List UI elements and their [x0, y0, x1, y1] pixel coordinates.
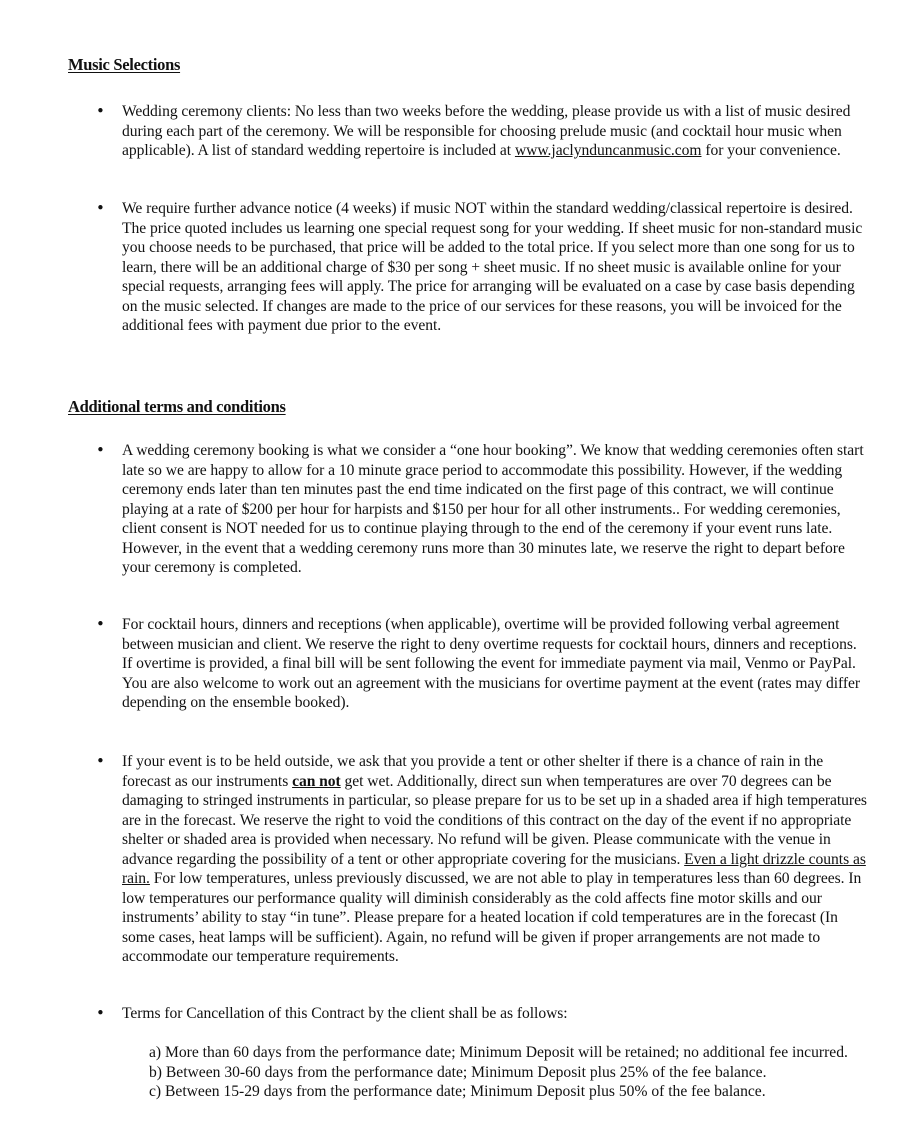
item-text-part: Wedding ceremony clients: No less than two weeks before the wedding, please provide us with a list of music desired during each part of the ceremony. We will be responsible for choosing prelude music (and cocktail hour music when applicable). A list of standard wedding repertoire is included at	[122, 103, 851, 159]
section-heading-additional-terms: Additional terms and conditions	[68, 397, 286, 416]
bullet-icon: •	[96, 615, 105, 633]
section-heading-music-selections: Music Selections	[68, 55, 181, 74]
list-item-text: A wedding ceremony booking is what we consider a “one hour booking”. We know that wedding ceremonies often start late so we are happy to allow for a 10 minute grace period to accommodate this possibility. However, if the wedding ceremony ends later than ten minutes past the end time indicated on the first page of this contract, we will continue playing at a rate of $200 per hour for harpists and $150 per hour for all other instruments.. For wedding ceremonies, client consent is NOT needed for us to continue playing through to the end of the ceremony if your event runs late. However, in the event that a wedding ceremony runs more than 30 minutes late, we reserve the right to depart before your ceremony is completed.	[122, 442, 864, 576]
list-item-text: We require further advance notice (4 weeks) if music NOT within the standard wedding/classical repertoire is desired. The price quoted includes us learning one special request song for your wedding. If sheet music for non-standard music you choose needs to be purchased, that price will be added to the total price. If you select more than one song for us to learn, there will be an additional charge of $30 per song + sheet music. If no sheet music is available online for your special requests, arranging fees will apply. The price for arranging will be evaluated on a case by case basis depending on the music selected. If changes are made to the price of our services for these reasons, you will be invoiced for the additional fees with payment due prior to the event.	[122, 200, 863, 334]
item-text-part: for your convenience.	[701, 142, 841, 159]
cancellation-terms-list	[149, 1043, 869, 1102]
underlined-drizzle-note: Even a light drizzle counts as rain.	[122, 850, 866, 887]
cancellation-term-b: b) Between 30-60 days from the performance date; Minimum Deposit plus 25% of the fee balance.	[149, 1063, 767, 1081]
bullet-icon: •	[96, 441, 105, 459]
bullet-icon: •	[96, 102, 105, 120]
list-item-text	[122, 752, 867, 967]
emphasis-can-not: can not	[292, 772, 341, 790]
list-item-text	[122, 102, 867, 161]
item-text-part: For low temperatures, unless previously discussed, we are not able to play in temperatures less than 60 degrees. In low temperatures our performance quality will diminish considerably as the cold affects fine motor skills and our instruments’ ability to stay “in tune”. Please prepare for a heated location if cold temperatures are in the forecast (In some cases, heat lamps will be sufficient). Again, no refund will be given if proper arrangements are not made to accommodate our temperature requirements.	[122, 870, 862, 965]
cancellation-term-c: c) Between 15-29 days from the performance date; Minimum Deposit plus 50% of the fee balance.	[149, 1083, 766, 1100]
item-text-part: get wet. Additionally, direct sun when temperatures are over 70 degrees can be damaging to stringed instruments in particular, so please prepare for us to be set up in a shaded area if high temperatures are in the forecast. We reserve the right to void the conditions of this contract on the day of the event if no appropriate shelter or shaded area is provided when necessary. No refund will be given. Please communicate with the venue in advance regarding the possibility of a tent or other appropriate covering for the musicians.	[122, 772, 867, 868]
list-item-text: Terms for Cancellation of this Contract by the client shall be as follows:	[122, 1005, 568, 1022]
list-item-text: For cocktail hours, dinners and receptions (when applicable), overtime will be provided following verbal agreement between musician and client. We reserve the right to deny overtime requests for cocktail hours, dinners and receptions. If overtime is provided, a final bill will be sent following the event for immediate payment via mail, Venmo or PayPal. You are also welcome to work out an agreement with the musicians for overtime payment at the event (rates may differ depending on the ensemble booked).	[122, 616, 860, 711]
bullet-icon: •	[96, 199, 105, 217]
website-link[interactable]: www.jaclynduncanmusic.com	[514, 142, 702, 159]
bullet-icon: •	[96, 1004, 105, 1022]
bullet-icon: •	[96, 752, 105, 770]
item-text-part: If your event is to be held outside, we ask that you provide a tent or other shelter if there is a chance of rain in the forecast as our instruments	[122, 753, 824, 790]
cancellation-term-a: a) More than 60 days from the performance date; Minimum Deposit will be retained; no additional fee incurred.	[149, 1044, 848, 1061]
